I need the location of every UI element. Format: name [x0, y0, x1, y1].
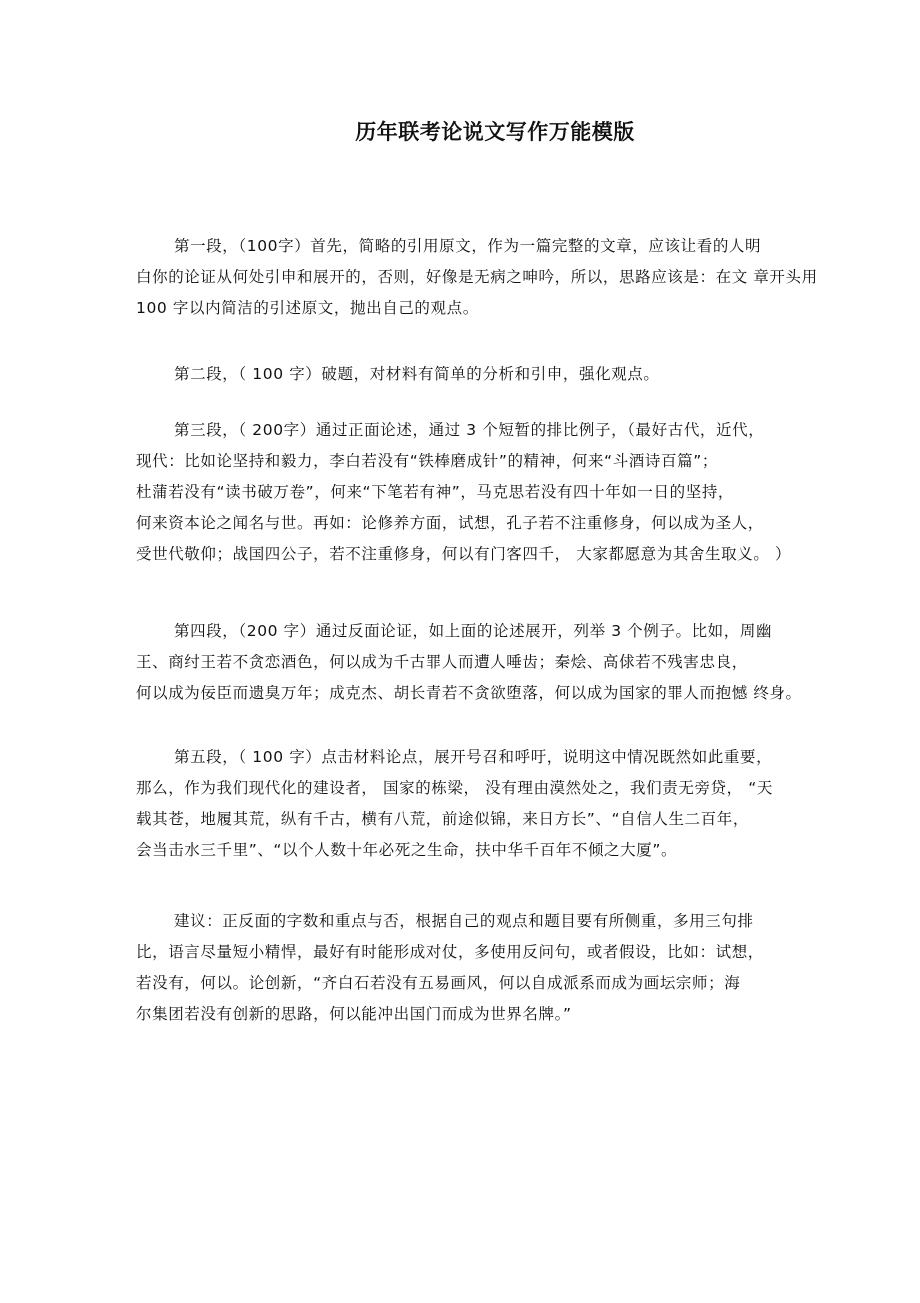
text-line: 第二段，（ 100 字）破题，对材料有简单的分析和引申，强化观点。 — [174, 365, 660, 383]
paragraph-3 — [136, 415, 836, 570]
text-line: 第五段，（ 100 字）点击材料论点，展开号召和呼吁，说明这中情况既然如此重要， — [174, 748, 773, 766]
text-line: 受世代敬仰；战国四公子，若不注重修身，何以有门客四千， 大家都愿意为其舍生取义。 ） — [136, 545, 792, 563]
text-line: 那么，作为我们现代化的建设者， 国家的栋梁， 没有理由漠然处之，我们责无旁贷， “天 — [136, 779, 774, 797]
text-line: 若没有，何以。论创新，“齐白石若没有五易画风，何以自成派系而成为画坛宗师；海 — [136, 974, 741, 992]
text-line: 尔集团若没有创新的思路，何以能冲出国门而成为世界名牌。” — [136, 1005, 572, 1023]
text-line: 载其苍，地履其荒，纵有千古，横有八荒，前途似锦，来日方长”、“自信人生二百年， — [136, 810, 749, 828]
text-line: 第三段，（ 200字）通过正面论述，通过 3 个短暂的排比例子，（最好古代，近代， — [174, 421, 765, 439]
text-line: 现代：比如论坚持和毅力，李白若没有“铁棒磨成针”的精神，何来“斗酒诗百篇”； — [136, 452, 718, 470]
text-line: 会当击水三千里”、“以个人数十年必死之生命，扶中华千百年不倾之大厦”。 — [136, 841, 678, 859]
text-line: 第一段，（100字）首先，简略的引用原文，作为一篇完整的文章，应该让看的人明 — [174, 237, 762, 255]
text-line: 比，语言尽量短小精悍，最好有时能形成对仗，多使用反问句，或者假设，比如：试想， — [136, 943, 764, 961]
paragraph-2 — [136, 359, 836, 390]
text-line: 王、商纣王若不贪恋酒色，何以成为千古罪人而遭人唾齿；秦烩、高俅若不残害忠良， — [136, 653, 748, 671]
text-line: 白你的论证从何处引申和展开的，否则，好像是无病之呻吟，所以，思路应该是：在文 章开头用 — [136, 268, 818, 286]
text-line: 何来资本论之闻名与世。再如：论修养方面，试想，孔子若不注重修身，何以成为圣人， — [136, 514, 764, 532]
paragraph-4 — [136, 616, 836, 709]
paragraph-5 — [136, 742, 836, 866]
paragraph-1 — [136, 231, 836, 324]
text-line: 何以成为佞臣而遗臭万年；成克杰、胡长青若不贪欲堕落，何以成为国家的罪人而抱憾 终身。 — [136, 684, 802, 702]
paragraph-suggestion — [136, 906, 836, 1030]
text-line: 第四段，（200 字）通过反面论证，如上面的论述展开，列举 3 个例子。比如，周幽 — [174, 622, 773, 640]
text-line: 100 字以内简洁的引述原文，抛出自己的观点。 — [136, 299, 479, 317]
text-line: 杜蒲若没有“读书破万卷”，何来“下笔若有神”，马克思若没有四十年如一日的坚持， — [136, 483, 735, 501]
page-title: 历年联考论说文写作万能模版 — [355, 120, 635, 144]
text-line: 建议：正反面的字数和重点与否，根据自己的观点和题目要有所侧重，多用三句排 — [174, 912, 754, 930]
